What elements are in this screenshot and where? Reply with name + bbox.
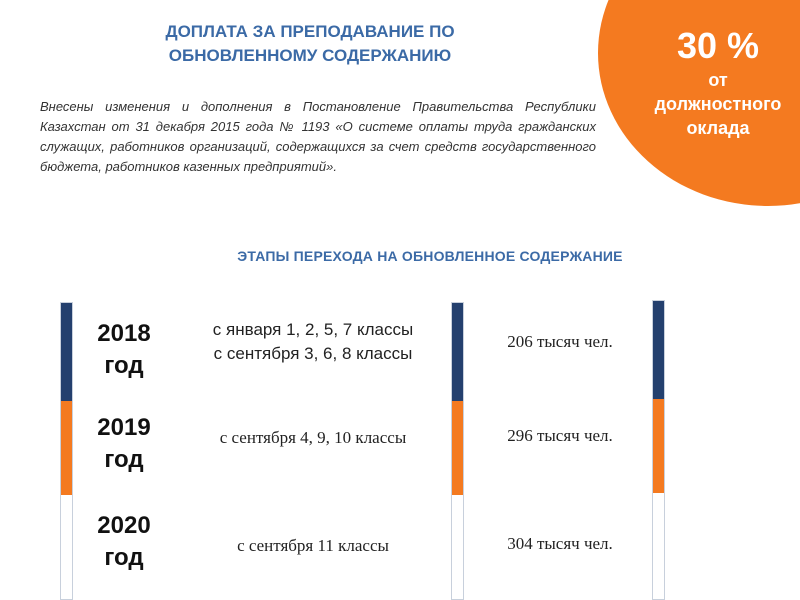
stage-count-2019: 296 тысяч чел.	[507, 426, 613, 445]
bar-segment-2019	[452, 401, 463, 495]
badge-line-1: от	[708, 70, 728, 90]
badge-line-2: должностного	[654, 94, 782, 114]
bar-segment-2020	[653, 493, 664, 599]
bar-segment-2019	[653, 399, 664, 493]
timeline-bar-right	[652, 300, 665, 600]
page-title-line-2: ОБНОВЛЕННОМУ СОДЕРЖАНИЮ	[168, 46, 452, 65]
page-title-line-1: ДОПЛАТА ЗА ПРЕПОДАВАНИЕ ПО	[165, 22, 455, 41]
percent-badge	[628, 24, 800, 140]
bar-segment-2020	[61, 495, 72, 599]
stage-year-2019	[76, 412, 172, 476]
bar-segment-2018	[61, 303, 72, 401]
timeline-bar-left	[60, 302, 73, 600]
year-number: 2018	[97, 320, 151, 347]
bar-segment-2018	[653, 301, 664, 399]
stage-description-2019	[182, 426, 444, 450]
stage-description-line: с сентября 3, 6, 8 классы	[213, 344, 413, 363]
badge-percent: 30 %	[676, 25, 760, 66]
stage-count-2018: 206 тысяч чел.	[507, 332, 613, 351]
stage-year-2020	[76, 510, 172, 574]
bar-segment-2019	[61, 401, 72, 495]
stage-description-line: с января 1, 2, 5, 7 классы	[212, 320, 414, 339]
stages-heading: ЭТАПЫ ПЕРЕХОДА НА ОБНОВЛЕННОЕ СОДЕРЖАНИЕ	[237, 248, 623, 264]
stage-year-2018	[76, 318, 172, 382]
year-suffix: год	[104, 352, 144, 379]
intro-paragraph: Внесены изменения и дополнения в Постановление Правительства Республики Казахстан от 31 декабря 2015 года № 1193 «О системе оплаты труда гражданских служащих, работников организаций, содержащихся за счет средств государственного бюджета, работников казенных предприятий».	[40, 99, 596, 174]
stage-count-2020: 304 тысяч чел.	[507, 534, 613, 553]
bar-segment-2018	[452, 303, 463, 401]
stage-description-line: с сентября 4, 9, 10 классы	[219, 428, 407, 447]
bar-segment-2020	[452, 495, 463, 599]
stage-description-2018	[182, 318, 444, 366]
year-number: 2020	[97, 512, 151, 539]
year-suffix: год	[104, 446, 144, 473]
year-suffix: год	[104, 544, 144, 571]
stage-description-2020	[182, 534, 444, 558]
timeline-bar-middle	[451, 302, 464, 600]
badge-line-3: оклада	[686, 118, 750, 138]
page-title	[120, 20, 500, 68]
stage-description-line: с сентября 11 классы	[237, 536, 389, 555]
year-number: 2019	[97, 414, 151, 441]
